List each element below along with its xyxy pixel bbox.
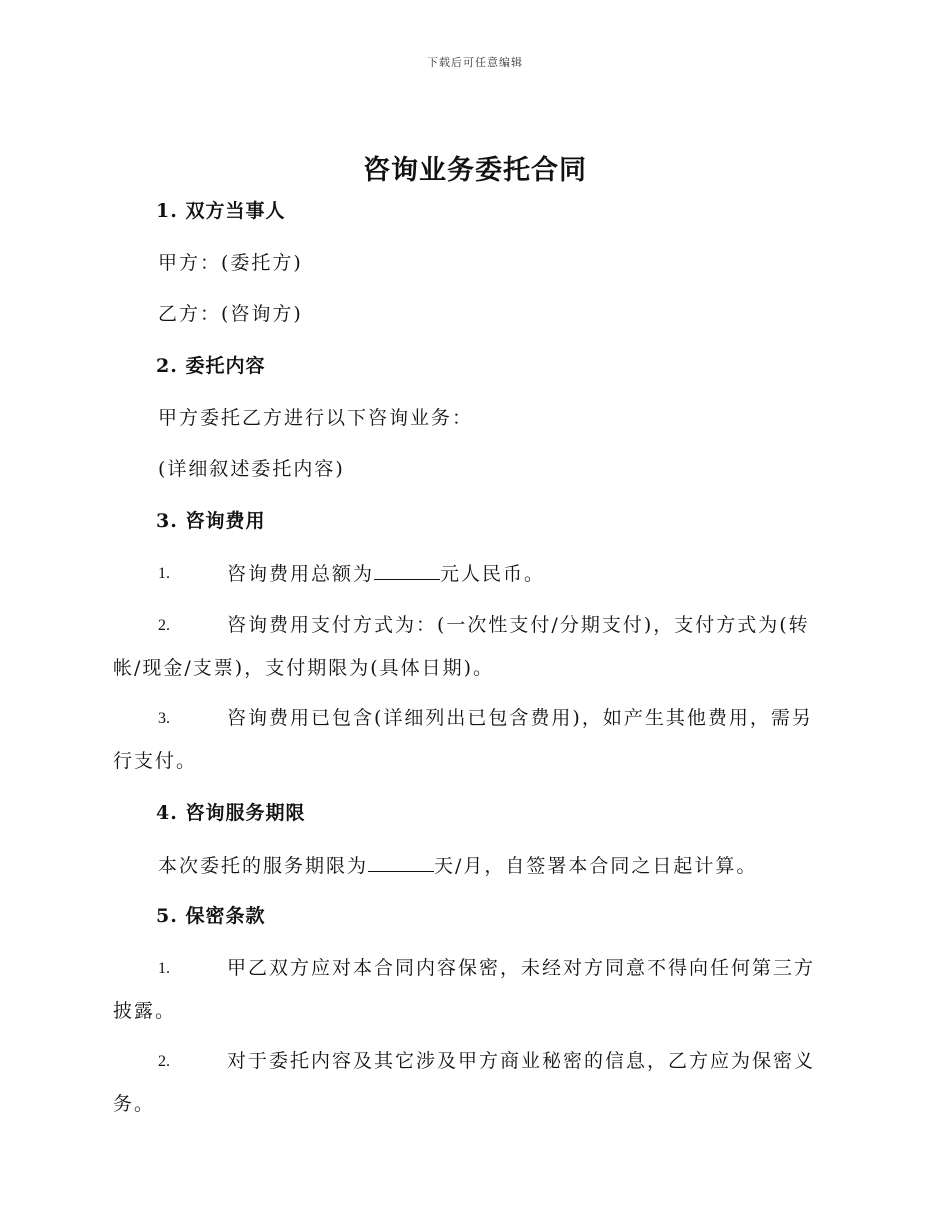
term-suffix: 天/月，自签署本合同之日起计算。	[434, 855, 758, 877]
section-heading-term: 4. 咨询服务期限	[156, 802, 306, 824]
fee-item-number: 2.	[158, 617, 170, 634]
fee-item-number: 1.	[158, 565, 170, 582]
page-header: 下载后可任意编辑	[427, 56, 523, 69]
section-heading-content: 2. 委托内容	[156, 355, 266, 377]
fee-included-line: 咨询费用已包含(详细列出已包含费用)，如产生其他费用，需另	[227, 707, 813, 729]
confidentiality-line: 对于委托内容及其它涉及甲方商业秘密的信息，乙方应为保密义	[227, 1050, 816, 1072]
fee-payment-line: 咨询费用支付方式为：(一次性支付/分期支付)，支付方式为(转	[227, 614, 810, 636]
section-heading-confidentiality: 5. 保密条款	[156, 905, 266, 927]
fee-total-suffix: 元人民币。	[440, 563, 546, 585]
confidentiality-item-number: 2.	[158, 1053, 170, 1070]
fee-item-number: 3.	[158, 710, 170, 727]
section-heading-fees: 3. 咨询费用	[156, 510, 266, 532]
confidentiality-line-cont: 披露。	[113, 1000, 177, 1022]
fee-payment-line-cont: 帐/现金/支票)，支付期限为(具体日期)。	[113, 657, 495, 679]
fee-included-line-cont: 行支付。	[113, 750, 198, 772]
confidentiality-line: 甲乙双方应对本合同内容保密，未经对方同意不得向任何第三方	[227, 957, 816, 979]
fee-total-prefix: 咨询费用总额为	[227, 563, 375, 585]
fee-amount-blank	[374, 561, 440, 580]
content-detail-line: (详细叙述委托内容)	[158, 458, 345, 480]
confidentiality-line-cont: 务。	[113, 1093, 156, 1115]
content-intro-line: 甲方委托乙方进行以下咨询业务：	[158, 407, 474, 429]
term-duration-blank	[368, 853, 434, 872]
term-line	[158, 853, 757, 878]
document-title: 咨询业务委托合同	[363, 155, 587, 186]
section-heading-parties: 1. 双方当事人	[156, 200, 286, 222]
fee-total-line	[227, 561, 545, 586]
party-a-line: 甲方：(委托方)	[158, 252, 303, 274]
term-prefix: 本次委托的服务期限为	[158, 855, 369, 877]
party-b-line: 乙方：(咨询方)	[158, 303, 303, 325]
confidentiality-item-number: 1.	[158, 960, 170, 977]
